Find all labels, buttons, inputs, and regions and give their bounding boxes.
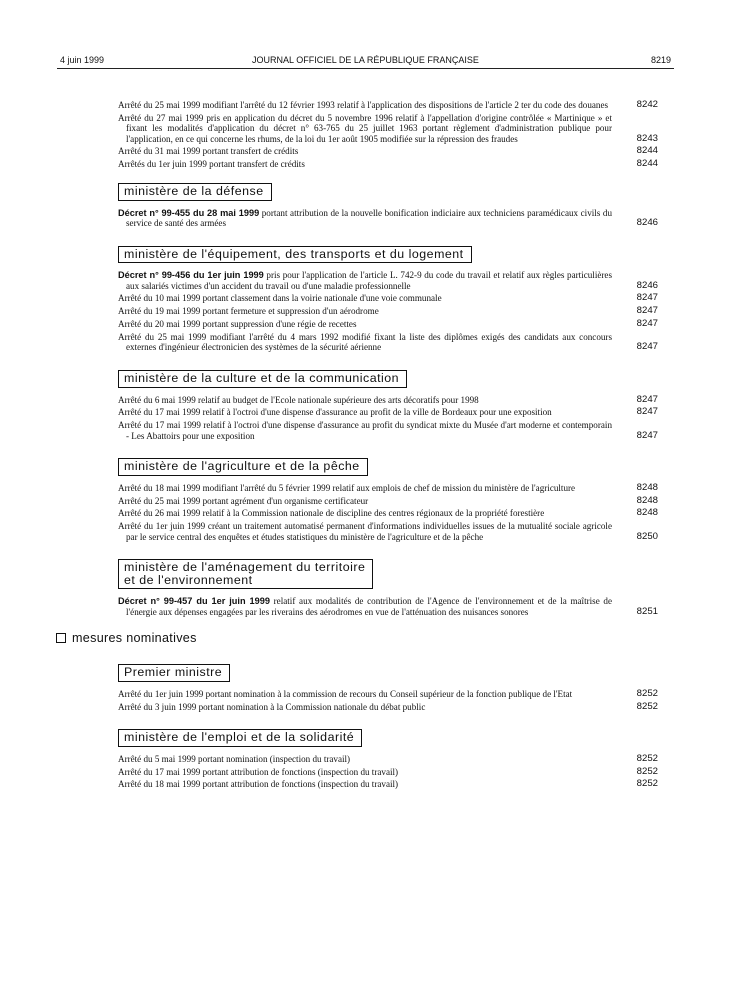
entry-text: Arrêté du 27 mai 1999 pris en application du décret du 5 novembre 1996 relatif à l'appellation d'origine contrôlée « Martinique » et fixant les modalités d'application du décret n° 63-765 du 25 juillet 1963 portant règlement d'administration publique pour l'application, en ce qui concerne les rhums, de la loi du 1er août 1905 modifiée sur la répression des fraudes	[118, 112, 612, 144]
entry-text: Arrêté du 17 mai 1999 portant attribution de fonctions (inspection du travail)	[118, 766, 399, 777]
toc-entry	[118, 113, 658, 144]
toc-entry	[118, 270, 658, 291]
toc-entry	[118, 596, 658, 617]
entry-page: 8247	[636, 406, 658, 418]
entry-page: 8247	[636, 341, 658, 353]
intro-entries	[118, 100, 658, 170]
toc-entry	[118, 100, 658, 110]
toc-entry	[118, 702, 658, 712]
section-heading-label: mesures nominatives	[72, 631, 197, 646]
table-of-contents	[72, 99, 658, 792]
entry-page: 8252	[636, 752, 658, 764]
entry-text: Arrêté du 26 mai 1999 relatif à la Commission nationale de discipline des centres régionaux de la propriété forestière	[118, 508, 545, 519]
entry-page: 8242	[636, 99, 658, 110]
ministry-title	[118, 559, 373, 589]
ministry-title: ministère de l'emploi et de la solidarité	[118, 729, 362, 747]
entry-page: 8252	[636, 700, 658, 712]
ministry-section	[118, 714, 658, 790]
header-rule	[57, 68, 674, 69]
entry-page: 8246	[636, 279, 658, 291]
toc-entry	[118, 420, 658, 441]
entry-page: 8247	[636, 429, 658, 441]
ministry-title-line: et de l'environnement	[124, 572, 253, 587]
toc-entry	[118, 319, 658, 329]
entry-text: Arrêté du 25 mai 1999 portant agrément d'un organisme certificateur	[118, 495, 369, 506]
toc-entry	[118, 208, 658, 229]
entry-text: Arrêté du 19 mai 1999 portant fermeture et suppression d'un aérodrome	[118, 306, 379, 317]
header-date: 4 juin 1999	[60, 55, 105, 65]
entry-text: Arrêté du 25 mai 1999 modifiant l'arrêté du 12 février 1993 relatif à l'application des dispositions de l'article 2 ter du code des douanes	[118, 100, 609, 110]
entry-text: Arrêté du 6 mai 1999 relatif au budget de l'Ecole nationale supérieure des arts décoratifs pour 1998	[118, 394, 479, 405]
entry-text: Arrêté du 17 mai 1999 relatif à l'octroi d'une dispense d'assurance au profit du syndicat mixte du Musée d'art moderne et contemporain - Les Abattoirs pour une exposition	[118, 420, 612, 441]
entry-page: 8247	[636, 292, 658, 304]
toc-entry	[118, 508, 658, 518]
entry-page: 8248	[636, 481, 658, 493]
toc-entry	[118, 159, 658, 169]
ministry-section	[118, 231, 658, 353]
ministry-title-line: ministère de l'aménagement du territoire	[124, 560, 366, 575]
entry-page: 8252	[636, 687, 658, 699]
ministry-title: ministère de l'équipement, des transports et du logement	[118, 246, 472, 264]
entry-text: Arrêté du 18 mai 1999 modifiant l'arrêté du 5 février 1999 relatif aux emplois de chef de mission du ministère de l'agriculture	[118, 482, 576, 493]
ministry-section	[118, 355, 658, 441]
entry-page: 8251	[636, 605, 658, 617]
entry-page: 8247	[636, 305, 658, 317]
entry-page: 8244	[636, 145, 658, 157]
entry-text: Arrêté du 17 mai 1999 relatif à l'octroi d'une dispense d'assurance au profit de la ville de Bordeaux pour une exposition	[118, 407, 552, 418]
ministry-section	[118, 443, 658, 542]
toc-entry	[118, 293, 658, 303]
ministry-title: Premier ministre	[118, 664, 230, 682]
entry-text: Arrêté du 1er juin 1999 créant un traitement automatisé permanent d'informations individuelles issues de la mutualité sociale agricole par le service central des enquêtes et études statistiques du ministère de l'agriculture et de la pêche	[118, 521, 612, 542]
entry-page: 8252	[636, 765, 658, 777]
ministry-title: ministère de la culture et de la communication	[118, 370, 407, 388]
entry-page: 8247	[636, 318, 658, 329]
entry-page: 8244	[636, 158, 658, 170]
entry-page: 8248	[636, 494, 658, 506]
square-bullet-icon	[56, 633, 66, 643]
entry-page: 8248	[636, 507, 658, 519]
entry-text: Arrêté du 25 mai 1999 modifiant l'arrêté du 4 mars 1992 modifié fixant la liste des diplômes exigés des candidats aux concours externes d'ingénieur électronicien des systèmes de la sécurité aérienne	[118, 331, 612, 353]
toc-entry	[118, 521, 658, 542]
ministry-section	[118, 172, 658, 228]
toc-entry	[118, 754, 658, 764]
entry-text: Arrêté du 31 mai 1999 portant transfert de crédits	[118, 146, 299, 157]
ministry-section	[118, 653, 658, 712]
entry-text: Arrêté du 20 mai 1999 portant suppression d'une régie de recettes	[118, 319, 357, 329]
entry-text: Arrêté du 3 juin 1999 portant nomination à la Commission nationale du débat public	[118, 701, 426, 712]
entry-text: Arrêté du 10 mai 1999 portant classement dans la voirie nationale d'une voie communale	[118, 293, 442, 304]
entry-text: Décret n° 99-456 du 1er juin 1999 pris pour l'application de l'article L. 742-9 du code du travail et relatif aux règles particulières aux salariés victimes d'un accident du travail ou d'une maladie professionnelle	[118, 270, 612, 291]
toc-entry	[118, 332, 658, 353]
toc-entry	[118, 496, 658, 506]
entry-text: Arrêté du 18 mai 1999 portant attribution de fonctions (inspection du travail)	[118, 779, 399, 790]
section-heading	[56, 631, 658, 645]
ministry-title: ministère de la défense	[118, 183, 272, 201]
toc-entry	[118, 306, 658, 316]
toc-entry	[118, 395, 658, 405]
toc-entry	[118, 483, 658, 493]
toc-entry	[118, 146, 658, 156]
entry-text: Arrêté du 5 mai 1999 portant nomination (inspection du travail)	[118, 753, 351, 764]
entry-page: 8252	[636, 778, 658, 790]
entry-page: 8243	[636, 132, 658, 144]
header-title: JOURNAL OFFICIEL DE LA RÉPUBLIQUE FRANÇAISE	[252, 55, 479, 65]
entry-text: Décret n° 99-457 du 1er juin 1999 relatif aux modalités de contribution de l'Agence de l'environnement et de la maîtrise de l'énergie aux dépenses engagées par les riverains des aérodromes en vue de l'atténuation des nuisances sonores	[118, 596, 612, 617]
header-page-number: 8219	[650, 55, 671, 65]
toc-entry	[118, 689, 658, 699]
toc-entry	[118, 767, 658, 777]
entry-text: Décret n° 99-455 du 28 mai 1999 portant attribution de la nouvelle bonification indiciaire aux techniciens paramédicaux civils du service de santé des armées	[118, 207, 612, 228]
toc-entry	[118, 407, 658, 417]
ministry-title: ministère de l'agriculture et de la pêche	[118, 458, 368, 476]
toc-entry	[118, 779, 658, 789]
entry-page: 8250	[636, 530, 658, 542]
ministry-section	[118, 544, 658, 617]
entry-page: 8247	[636, 393, 658, 405]
entry-page: 8246	[636, 216, 658, 228]
entry-text: Arrêté du 1er juin 1999 portant nomination à la commission de recours du Conseil supérieur de la fonction publique de l'Etat	[118, 688, 573, 699]
entry-text: Arrêtés du 1er juin 1999 portant transfert de crédits	[118, 159, 305, 170]
